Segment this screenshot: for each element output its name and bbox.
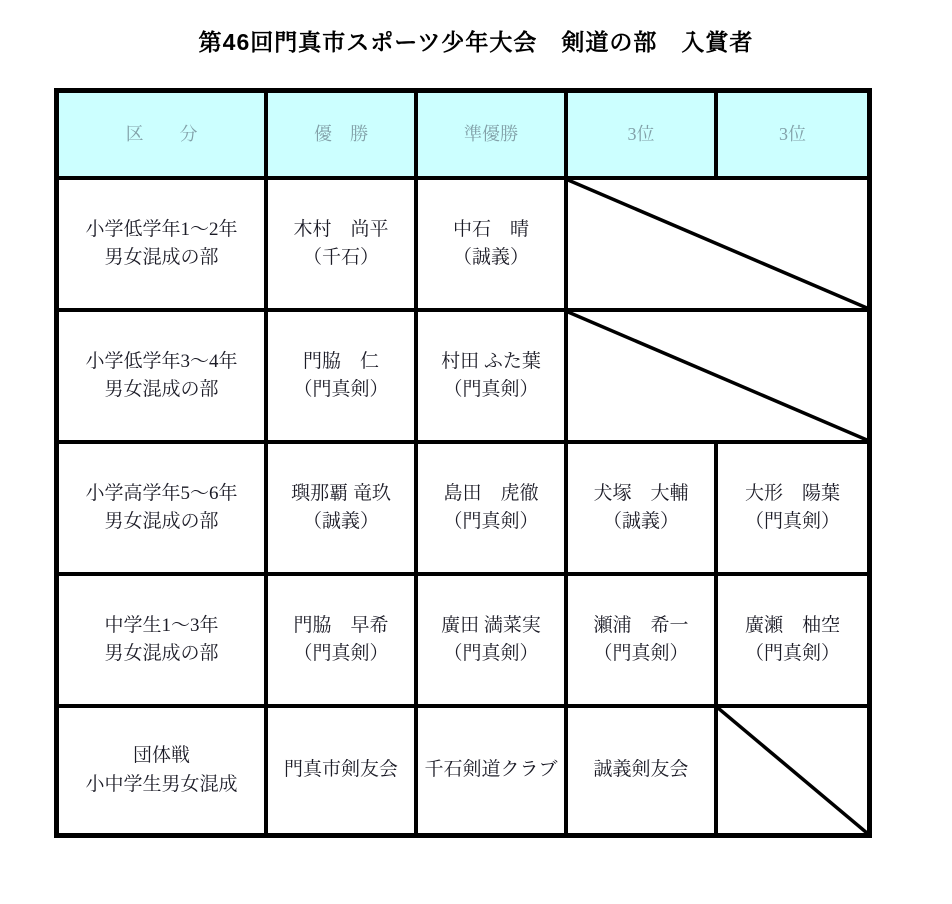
header-category: 区 分: [59, 93, 268, 180]
winner-cell: [268, 576, 418, 708]
winner-cell: [268, 444, 418, 576]
page-title: 第46回門真市スポーツ少年大会 剣道の部 入賞者: [198, 29, 754, 55]
header-second-place: 準優勝: [418, 93, 568, 180]
winner-name: 門脇 仁: [302, 350, 379, 372]
third-place-name: 瀬浦 希一: [593, 614, 689, 636]
empty-diagonal-cell: [568, 180, 867, 312]
winner-name: 木村 尚平: [293, 218, 389, 240]
category-line2: 男女混成の部: [104, 247, 219, 268]
runner-up-cell: [418, 576, 568, 708]
third-place-cell: [568, 444, 718, 576]
runner-up-name: 廣田 満菜実: [441, 614, 541, 636]
diagonal-line: [568, 180, 867, 308]
runner-up-name: 村田 ふた葉: [441, 350, 541, 372]
third-place-cell: [718, 444, 867, 576]
category-cell: [59, 180, 268, 312]
category-line1: 小学低学年3～4年: [85, 350, 238, 372]
winner-club: （門真剣）: [293, 643, 389, 664]
header-third-place-a: 3位: [568, 93, 718, 180]
winner-cell: [268, 312, 418, 444]
category-line1: 団体戦: [132, 745, 190, 766]
winner-club: （誠義）: [302, 511, 379, 532]
runner-up-cell: [418, 444, 568, 576]
third-place-cell: [568, 708, 718, 833]
runner-up-cell: [418, 708, 568, 833]
category-line2: 男女混成の部: [104, 643, 219, 664]
third-place-name: 誠義剣友会: [593, 759, 689, 781]
runner-up-club: （門真剣）: [443, 643, 539, 664]
third-place-name: 廣瀬 柚空: [744, 614, 840, 636]
winner-club: （門真剣）: [293, 379, 389, 400]
empty-diagonal-cell: [718, 708, 867, 833]
header-third-place-b: 3位: [718, 93, 867, 180]
runner-up-name: 千石剣道クラブ: [424, 759, 558, 781]
winner-club: （千石）: [302, 247, 379, 268]
winner-name: 璵那覇 竜玖: [291, 482, 391, 504]
runner-up-cell: [418, 312, 568, 444]
category-line2: 小中学生男女混成: [85, 773, 238, 795]
winner-name: 門脇 早希: [293, 614, 389, 636]
winner-cell: [268, 708, 418, 833]
runner-up-cell: [418, 180, 568, 312]
third-place-name: 大形 陽葉: [744, 482, 840, 504]
third-place-club: （門真剣）: [744, 511, 840, 532]
third-place-club: （誠義）: [602, 511, 679, 532]
third-place-club: （門真剣）: [593, 643, 689, 664]
third-place-name: 犬塚 大輔: [593, 482, 689, 504]
results-table: [54, 88, 872, 838]
empty-diagonal-cell: [568, 312, 867, 444]
category-cell: [59, 312, 268, 444]
category-line1: 小学低学年1～2年: [85, 218, 238, 240]
diagonal-line: [718, 708, 867, 833]
third-place-cell: [568, 576, 718, 708]
category-cell: [59, 708, 268, 833]
winner-cell: [268, 180, 418, 312]
category-line2: 男女混成の部: [104, 379, 219, 400]
third-place-cell: [718, 576, 867, 708]
runner-up-name: 中石 晴: [452, 218, 529, 240]
runner-up-name: 島田 虎徹: [443, 482, 539, 504]
runner-up-club: （門真剣）: [443, 379, 539, 400]
header-first-place: 優 勝: [268, 93, 418, 180]
category-cell: [59, 576, 268, 708]
category-line1: 小学高学年5～6年: [85, 482, 238, 504]
category-cell: [59, 444, 268, 576]
category-line1: 中学生1～3年: [104, 614, 219, 636]
diagonal-line: [568, 312, 867, 440]
runner-up-club: （門真剣）: [443, 511, 539, 532]
winner-name: 門真市剣友会: [283, 759, 398, 781]
third-place-club: （門真剣）: [744, 643, 840, 664]
category-line2: 男女混成の部: [104, 511, 219, 532]
runner-up-club: （誠義）: [452, 247, 529, 268]
